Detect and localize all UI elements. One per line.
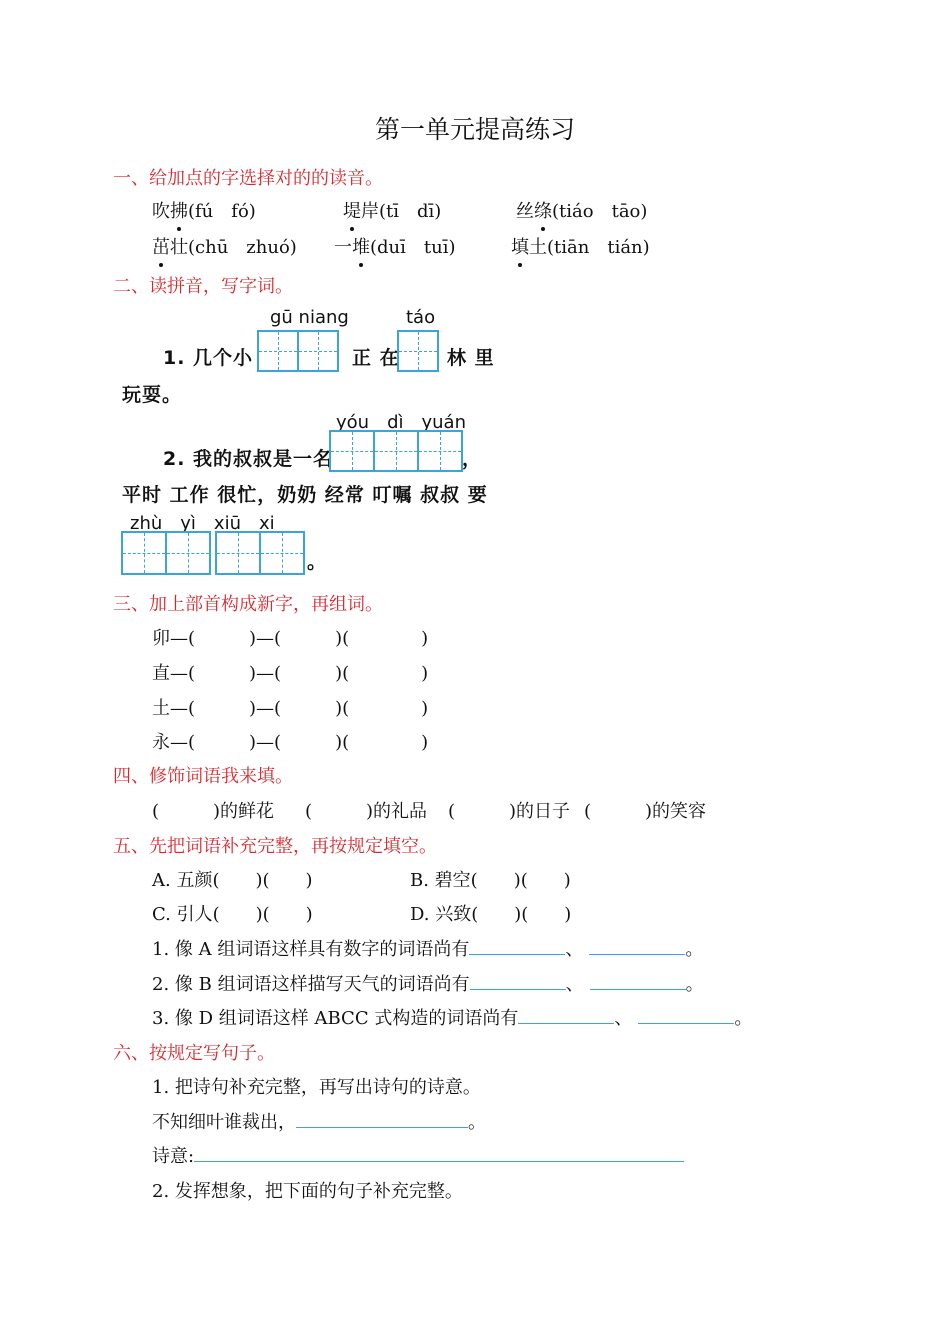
section-2-heading: 二、读拼音，写字词。 (113, 276, 293, 297)
radical-row[interactable]: 永—( )—( )( ) (152, 732, 429, 753)
pinyin-choice-item: 丝绦(tiáo tāo) (516, 197, 647, 223)
answer-blank[interactable] (590, 971, 686, 990)
q1-text-c: 林 里 (447, 347, 495, 369)
q2-end: 。 (307, 551, 328, 573)
modifier-item[interactable]: ( )的笑容 (584, 801, 707, 822)
char-grid-youdiyuan[interactable] (329, 430, 461, 472)
q2-text-a: 2. 我的叔叔是一名 (163, 448, 334, 470)
answer-blank[interactable] (518, 1005, 614, 1024)
poem-meaning: 诗意: (152, 1142, 684, 1168)
s6-question-2: 2. 发挥想象，把下面的句子补充完整。 (152, 1181, 463, 1202)
pinyin-choice-item: 一堆(duī tuī) (334, 233, 456, 259)
q2-line2: 平时 工作 很忙，奶奶 经常 叮嘱 叔叔 要 (122, 484, 488, 506)
section-3-heading: 三、加上部首构成新字，再组词。 (113, 594, 383, 615)
section-1-heading: 一、给加点的字选择对的的读音。 (113, 168, 383, 189)
modifier-item[interactable]: ( )的礼品 (305, 801, 428, 822)
idiom-a[interactable]: A. 五颜( )( ) (152, 870, 313, 891)
s6-question-1: 1. 把诗句补充完整，再写出诗句的诗意。 (152, 1077, 481, 1098)
fill-question-1: 1. 像 A 组词语这样具有数字的词语尚有 、 。 (152, 935, 703, 961)
page-title: 第一单元提高练习 (374, 115, 575, 144)
char-grid-guniang[interactable] (257, 330, 337, 372)
pinyin-tao: táo (406, 307, 436, 328)
q1-text-b: 正 在 (352, 347, 400, 369)
idiom-b[interactable]: B. 碧空( )( ) (410, 870, 571, 891)
poem-line: 不知细叶谁裁出， 。 (152, 1108, 486, 1134)
answer-blank[interactable] (638, 1005, 734, 1024)
poem-blank[interactable] (296, 1109, 468, 1128)
modifier-item[interactable]: ( )的鲜花 (152, 801, 275, 822)
fill-question-3: 3. 像 D 组词语这样 ABCC 式构造的词语尚有 、 。 (152, 1004, 752, 1030)
meaning-blank[interactable] (194, 1143, 684, 1162)
modifier-item[interactable]: ( )的日子 (448, 801, 571, 822)
answer-blank[interactable] (469, 936, 565, 955)
pinyin-youdiyuan: yóu dì yuán (336, 412, 466, 433)
fill-question-2: 2. 像 B 组词语这样描写天气的词语尚有 、 。 (152, 970, 704, 996)
char-grid-zhuyi[interactable] (121, 531, 209, 575)
radical-row[interactable]: 直—( )—( )( ) (152, 663, 429, 684)
char-grid-xiuxi[interactable] (215, 531, 303, 575)
pinyin-choice-item: 吹拂(fú fó) (152, 197, 256, 223)
pinyin-choice-item: 堤岸(tī dī) (343, 197, 441, 223)
pinyin-guniang: gū niang (270, 307, 349, 328)
pinyin-choice-item: 茁壮(chū zhuó) (152, 233, 297, 259)
q1-text-a: 1. 几个小 (163, 347, 254, 369)
answer-blank[interactable] (589, 936, 685, 955)
idiom-c[interactable]: C. 引人( )( ) (152, 904, 313, 925)
section-5-heading: 五、先把词语补充完整，再按规定填空。 (113, 836, 437, 857)
pinyin-zhuyixiuxi: zhù yì xiū xi (130, 513, 275, 534)
answer-blank[interactable] (470, 971, 566, 990)
section-4-heading: 四、修饰词语我来填。 (113, 766, 293, 787)
pinyin-choice-item: 填土(tiān tián) (511, 233, 650, 259)
idiom-d[interactable]: D. 兴致( )( ) (410, 904, 572, 925)
q1-text-d: 玩耍。 (122, 384, 183, 406)
section-6-heading: 六、按规定写句子。 (113, 1043, 275, 1064)
radical-row[interactable]: 卯—( )—( )( ) (152, 628, 429, 649)
q2-comma: ， (462, 448, 483, 470)
char-grid-tao[interactable] (397, 330, 437, 372)
radical-row[interactable]: 土—( )—( )( ) (152, 698, 429, 719)
